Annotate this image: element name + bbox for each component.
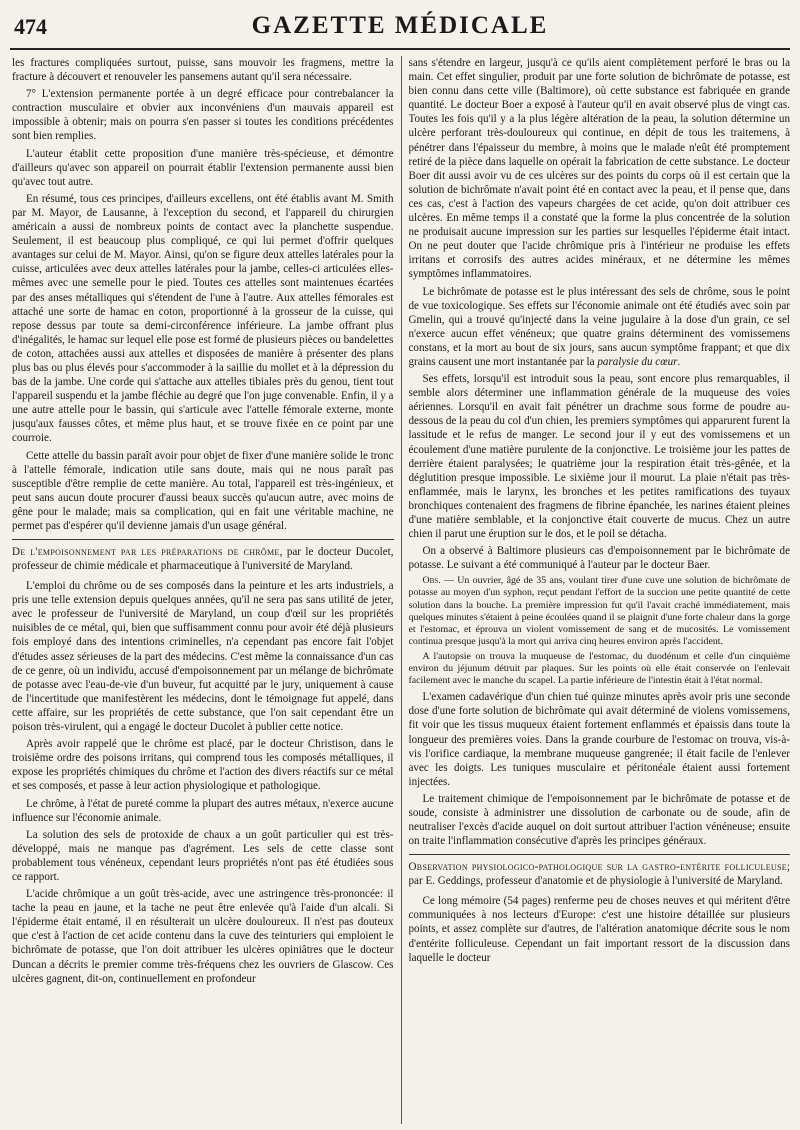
journal-title: GAZETTE MÉDICALE bbox=[251, 12, 549, 39]
paragraph: L'auteur établit cette proposition d'une manière très-spécieuse, et démontre d'ailleurs qu'avec son appareil on pourrait établir l'extension permanente aussi bien qu'avec tout autre. bbox=[12, 147, 394, 188]
observation-text: — Un ouvrier, âgé de 35 ans, voulant tirer d'une cuve une solution de bichrômate de potasse au moyen d'un syphon, reçut pendant l'effort de la succion une petite quantité de cette solution dans la bouche. La première impression fut qu'il l'avait craché immédiatement, mais quelques minutes s'étaient à peine écoulées quand il se plaignit d'une forte chaleur dans la gorge et l'estomac, et éprouva un violent vomissement de sang et de mucosités. Le vomissement continua presque jusqu'à la mort qui arriva cinq heures environ après l'accident. bbox=[408, 575, 790, 647]
paragraph: L'examen cadavérique d'un chien tué quinze minutes après avoir pris une seconde dose d'une forte solution de bichrômate qui avait déterminé de violens vomissemens, fit voir que les tissus muqueux étaient fortement enflammés et épaissis dans toute la longueur des premières voies. Dans la grande courbure de l'estomac on trouva, vis-à-vis l'orifice cardiaque, la membrane muqueuse gangrenée; il était facile de l'enlever avec les doigts. Les tuniques musculaire et péritonéale étaient aussi fortement injectées. bbox=[408, 691, 790, 788]
paragraph: Cette attelle du bassin paraît avoir pour objet de fixer d'une manière solide le tronc à l'attelle fémorale, indication utile sans doute, mais qui ne nous paraît pas susceptible d'être remplie de cette manière. Au total, l'appareil est très-ingénieux, et peut sans aucun doute procurer d'aussi beaux succès qu'aucun autre, avec moins de gêne pour le malade; mais sa complication, qui en fait une véritable machine, ne permet pas d'espérer qu'il devienne jamais d'un usage général. bbox=[12, 449, 394, 532]
left-column bbox=[12, 56, 394, 1124]
section-heading-author: , par le docteur Ducolet, professeur de chimie médicale et pharmaceutique à l'université de Maryland. bbox=[12, 546, 394, 573]
section-heading-title: De l'empoisonnement par les préparations de chrôme bbox=[12, 546, 280, 559]
paragraph-text: Le bichrômate de potasse est le plus intéressant des sels de chrôme, sous le point de vue toxicologique. Ses effets sur l'économie animale ont été étudiés avec soin par Gmelin, qui a trouvé qu'injecté dans la veine jugulaire à la dose d'un grain, ce sel n'exerce aucun effet vénéneux; que quatre grains déterminent des vomissemens constans, et la mort au bout de six jours, sans aucun symptôme frappant; et que dix grains causent une mort instantanée par la bbox=[408, 285, 790, 368]
paragraph: Le traitement chimique de l'empoisonnement par le bichrômate de potasse et de soude, consiste à administrer une dissolution de carbonate ou de soude, afin de neutraliser l'excès d'acide auquel on doit surtout attribuer l'action vénéneuse; ensuite on traite l'inflammation consécutive d'après les principes généraux. bbox=[408, 792, 790, 848]
page-header bbox=[10, 12, 790, 50]
italic-term: paralysie du cœur bbox=[597, 355, 678, 368]
column-divider bbox=[401, 56, 402, 1124]
article-columns bbox=[12, 56, 790, 1124]
observation-autopsy: A l'autopsie on trouva la muqueuse de l'estomac, du duodénum et celle d'un cinquième environ du jéjunum détruit par plaques. Sur les points où elle était conservée on l'enlevait facilement avec le manche du scapel. La partie inférieure de l'intestin était à l'état normal. bbox=[408, 650, 790, 687]
paragraph: Le chrôme, à l'état de pureté comme la plupart des autres métaux, n'exerce aucune influence sur l'économie animale. bbox=[12, 797, 394, 824]
paragraph: L'emploi du chrôme ou de ses composés dans la peinture et les arts industriels, a pris une telle extension depuis quelques années, qu'il ne sera pas sans utilité de jeter, avec le professeur de l'université de Maryland, un coup d'œil sur les propriétés nuisibles de ce métal, qui, bien que suffisamment connu pour avoir été déjà plusieurs fois employé dans des intentions criminelles, n'a cependant pas encore fait l'objet d'études assez sérieuses de la part des médecins. C'est même la connaissance d'un cas de ce genre, où un individu, accusé d'empoisonnement par un mélange de bichrômate de potasse avec l'eau-de-vie d'un buveur, fut acquitté par le jury, uniquement à cause de l'incertitude que manifestèrent les médecins, dont le témoignage fut appelé, dans cette affaire, sur les propriétés de cette substance, que l'on sait cependant être un poison très-virulent, qui a engagé le docteur Ducolet à publier cette notice. bbox=[12, 580, 394, 734]
paragraph: En résumé, tous ces principes, d'ailleurs excellens, ont été établis avant M. Smith par M. Mayor, de Lausanne, à l'exception du second, et l'appareil du chirurgien américain a aussi de nombreux points de contact avec la planchette suspendue. Seulement, il est beaucoup plus compliqué, ce qui lui permet d'offrir quelques avantages sur celui de M. Mayor. Ainsi, qu'on se figure deux attelles latérales pour la cuisse, articulées avec deux attelles latérales pour la jambe, celles-ci articulées elles-mêmes avec une semelle pour le pied. Toutes ces attelles sont maintenues écartées par des anses métalliques qui s'étendent de l'une à l'autre. Aux attelles fémorales est attaché une sorte de hamac en coton, proportionné à la grosseur de la cuisse, qui repose dessus par toute sa demi-circonférence inférieure. La jambe offrant plus d'inégalités, le hamac sur lequel elle pose est formé de plusieurs pièces ou bandelettes de coton, attachées aussi aux attelles et disposées de manière à présenter des plans plus bas ou plus élevés pour s'accommoder à la saillie du mollet et à la dépression du bas de la jambe. Une corde qui s'attache aux attelles tibiales près du genou, tient tout l'appareil suspendu et la jambe fléchie au degré que l'on juge convenable. Enfin, il y a une autre attelle pour le bassin, qui s'articule avec l'attelle fémorale externe, monte jusqu'aux fausses côtes, et même plus haut, et se trouve fixée en ce point par une courroie. bbox=[12, 192, 394, 445]
paragraph: On a observé à Baltimore plusieurs cas d'empoisonnement par le bichrômate de potasse. Le suivant a été communiqué à l'auteur par le docteur Baer. bbox=[408, 545, 790, 572]
section-heading-title: Observation physiologico-pathologique sur la gastro-entérite folliculeuse bbox=[408, 861, 787, 874]
section-heading-gastro bbox=[409, 854, 791, 888]
section-heading-chrome bbox=[12, 539, 394, 573]
paragraph: sans s'étendre en largeur, jusqu'à ce qu'ils aient complètement perforé le bras ou la main. Cet effet singulier, produit par une forte solution de bichrômate de potasse, est bien connu dans cette ville (Baltimore), où cette substance est fabriquée en grande quantité. Le docteur Boer a exposé à l'auteur qu'il en avait observé plus de vingt cas. Toutes les fois qu'il y a la plus légère altération de la peau, la solution détermine un ulcère perforant très-douloureux qui continue, en dépit de tous les traitemens, à pénétrer dans l'épaisseur du membre, à moins que le malade n'eût été promptement retiré de la pièce dans laquelle on opérait la fabrication de cette substance. Le docteur Boer dit aussi avoir vu de ces ulcères sur des points du corps où il est certain que la solution de bichrômate n'avait point été en contact avec la peau, et il pense que, dans ces cas, c'est à l'action des vapeurs chargées de cet acide, qu'on doit attribuer ces ulcères. En même temps il a constaté que la forme la plus concentrée de la solution ne produisait aucune impression sur les parties sur lesquelles l'épiderme était intact. On ne peut douter que l'acide chrômique pris à l'intérieur ne produise les effets irritans et corrosifs des autres acides minéraux, et ne détermine les mêmes symptômes inflammatoires. bbox=[408, 57, 790, 281]
observation-note bbox=[409, 575, 791, 648]
paragraph: les fractures compliquées surtout, puisse, sans mouvoir les fragmens, mettre la fracture à découvert et renouveler les pansemens autant qu'il sera nécessaire. bbox=[12, 57, 394, 84]
page-number: 474 bbox=[14, 14, 47, 39]
paragraph: L'acide chrômique a un goût très-acide, avec une astringence très-prononcée: il tache la peau en jaune, et la tache ne peut être enlevée qu'à l'aide d'un alcali. Si l'épiderme était entamé, il en résulterait un ulcère douloureux. Il n'est pas douteux que c'est à l'action de cet acide contenu dans la cuve des teinturiers qui emploient le bichrômate de potasse, que l'on doit attribuer les ulcères opiniâtres que le docteur Duncan a décrits le premier comme très-fréquens chez les ouvriers de Glascow. Ces ulcères gagnent, dit-on, continuellement en profondeur bbox=[12, 888, 394, 985]
paragraph: Ce long mémoire (54 pages) renferme peu de choses neuves et qui méritent d'être communiquées à nos lecteurs d'Europe: c'est une histoire détaillée sur plusieurs points, et assez complète sur d'autres, de l'altération anatomique décrite sous le nom d'entérite folliculeuse. Cependant un fait important ressort de la discussion dans laquelle le docteur bbox=[408, 895, 790, 964]
paragraph: Après avoir rappelé que le chrôme est placé, par le docteur Christison, dans le troisième ordre des poisons irritans, qui comprend tous les composés métalliques, il expose les propriétés chimiques du chrôme et l'action des divers réactifs sur ce métal et ses composés, et passe à leur action physiologique et pathologique. bbox=[12, 738, 394, 793]
paragraph: La solution des sels de protoxide de chaux a un goût particulier qui est très-développé, mais ne manque pas d'agrément. Les sels de cette classe sont probablement tous vénéneux, cependant leurs propriétés n'ont pas été étudiées sous ce rapport. bbox=[12, 828, 394, 883]
paragraph bbox=[409, 285, 791, 370]
section-heading-author: ; par E. Geddings, professeur d'anatomie et de physiologie à l'université de Maryland. bbox=[408, 861, 790, 888]
right-column bbox=[409, 56, 791, 1124]
paragraph: Ses effets, lorsqu'il est introduit sous la peau, sont encore plus remarquables, il semble alors déterminer une inflammation générale de la muqueuse des voies aériennes. Lorsqu'il en avait fait pénétrer un drachme sous forme de poudre au-dessous de la peau du col d'un chien, les premiers symptômes qui apparurent furent la lassitude et le refus de manger. Le second jour il y eut des vomissemens et un écoulement d'une matière purulente de la conjonctive. Le troisième jour les pattes de derrière étaient paralysées; le quatrième jour la respiration était très-gênée, et la déglutition presque impossible. Le sixième jour il mourut. La plaie n'était pas très-enflammée, mais le larynx, les bronches et les petites ramifications des tuyaux bronchiques contenaient des fragmens de fibrine épanchée, les narines étaient pleines d'une matière semblable, et la conjonctive était couverte de mucus. Chez un autre chien il parut une éruption sur le dos, et le poil se détacha. bbox=[408, 373, 790, 541]
paragraph-end: . bbox=[677, 355, 681, 368]
observation-label: Obs. bbox=[422, 575, 441, 587]
paragraph: 7° L'extension permanente portée à un degré efficace pour contrebalancer la contraction musculaire et obvier aux inconvéniens d'un mauvais appareil est impossible à obtenir; mais on pourra s'en passer si toutes les conditions précédentes sont bien remplies. bbox=[12, 88, 394, 143]
